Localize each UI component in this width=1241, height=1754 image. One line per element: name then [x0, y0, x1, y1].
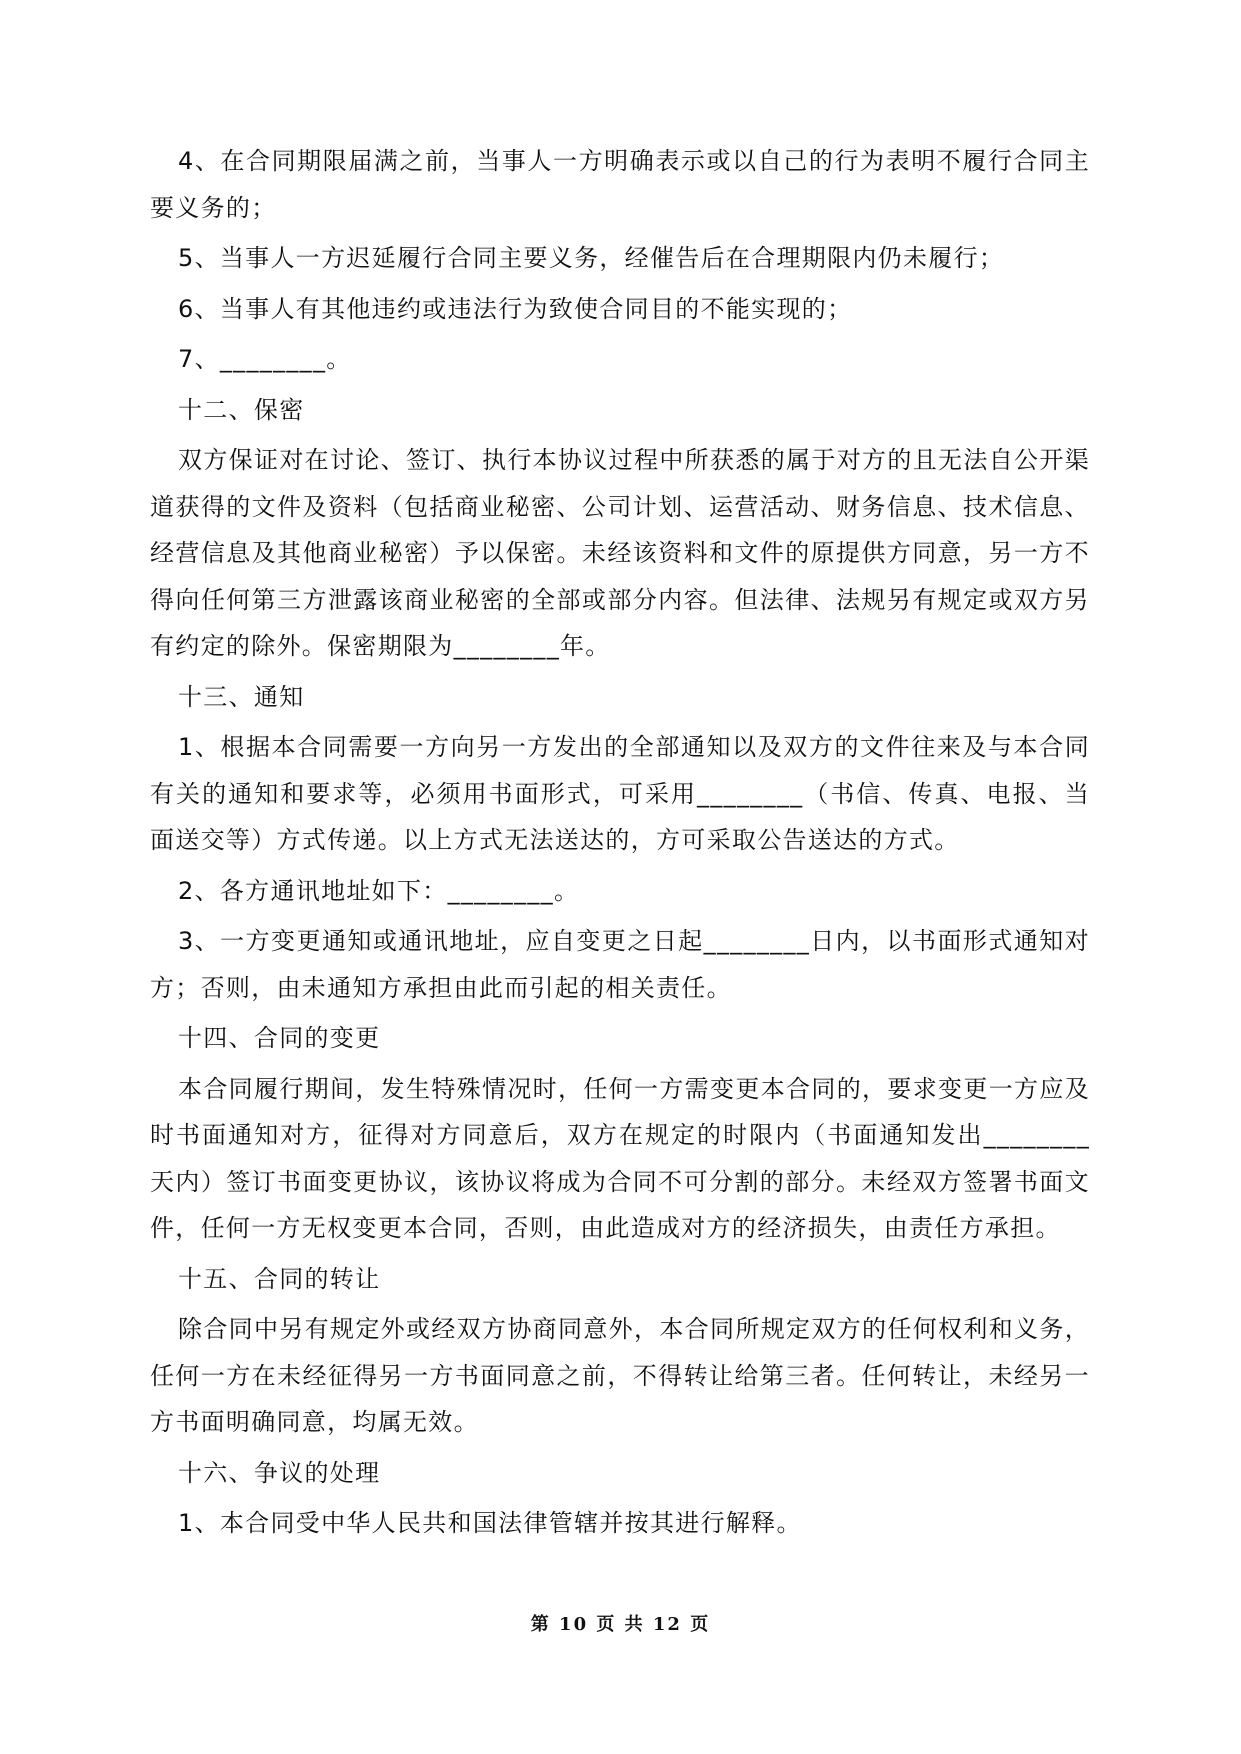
section-heading-confidentiality: 十二、保密	[178, 395, 305, 424]
contract-change-paragraph: 本合同履行期间，发生特殊情况时，任何一方需变更本合同的，要求变更一方应及时书面通知对方，征得对方同意后，双方在规定的时限内（书面通知发出________天内）签订书面变更协议，该协议将成为合同不可分割的部分。未经双方签署书面文件，任何一方无权变更本合同，否则，由此造成对方的经济损失，由责任方承担。	[150, 1074, 1090, 1242]
dispute-clause-1-paragraph: 1、本合同受中华人民共和国法律管辖并按其进行解释。	[178, 1509, 802, 1537]
section-heading-dispute: 十六、争议的处理	[178, 1458, 381, 1487]
section-heading-contract-change: 十四、合同的变更	[178, 1024, 381, 1052]
section-heading-contract-transfer: 十五、合同的转让	[178, 1264, 381, 1293]
clause-6-paragraph: 6、当事人有其他违约或违法行为致使合同目的不能实现的；	[178, 294, 853, 323]
clause-5-paragraph: 5、当事人一方迟延履行合同主要义务，经催告后在合理期限内仍未履行；	[178, 244, 1005, 272]
contract-transfer-paragraph: 除合同中另有规定外或经双方协商同意外，本合同所规定双方的任何权利和义务，任何一方在未经征得另一方书面同意之前，不得转让给第三者。任何转让，未经另一方书面明确同意，均属无效。	[150, 1315, 1090, 1436]
document-body	[150, 138, 1090, 1547]
section-heading-notice: 十三、通知	[178, 682, 305, 711]
notice-clause-2-paragraph: 2、各方通讯地址如下：________。	[178, 876, 580, 905]
confidentiality-paragraph: 双方保证对在讨论、签订、执行本协议过程中所获悉的属于对方的且无法自公开渠道获得的文件及资料（包括商业秘密、公司计划、运营活动、财务信息、技术信息、经营信息及其他商业秘密）予以保密。未经该资料和文件的原提供方同意，另一方不得向任何第三方泄露该商业秘密的全部或部分内容。但法律、法规另有规定或双方另有约定的除外。保密期限为________年。	[150, 446, 1090, 660]
page-number-footer: 第 10 页 共 12 页	[530, 1614, 711, 1635]
clause-7-paragraph: 7、________。	[178, 345, 352, 373]
clause-4-paragraph: 4、在合同期限届满之前，当事人一方明确表示或以自己的行为表明不履行合同主要义务的；	[150, 147, 1090, 222]
notice-clause-1-paragraph: 1、根据本合同需要一方向另一方发出的全部通知以及双方的文件往来及与本合同有关的通知和要求等，必须用书面形式，可采用________（书信、传真、电报、当面送交等）方式传递。以上方式无法送达的，方可采取公告送达的方式。	[150, 733, 1090, 854]
notice-clause-3-paragraph: 3、一方变更通知或通讯地址，应自变更之日起________日内，以书面形式通知对方；否则，由未通知方承担由此而引起的相关责任。	[150, 927, 1090, 1002]
